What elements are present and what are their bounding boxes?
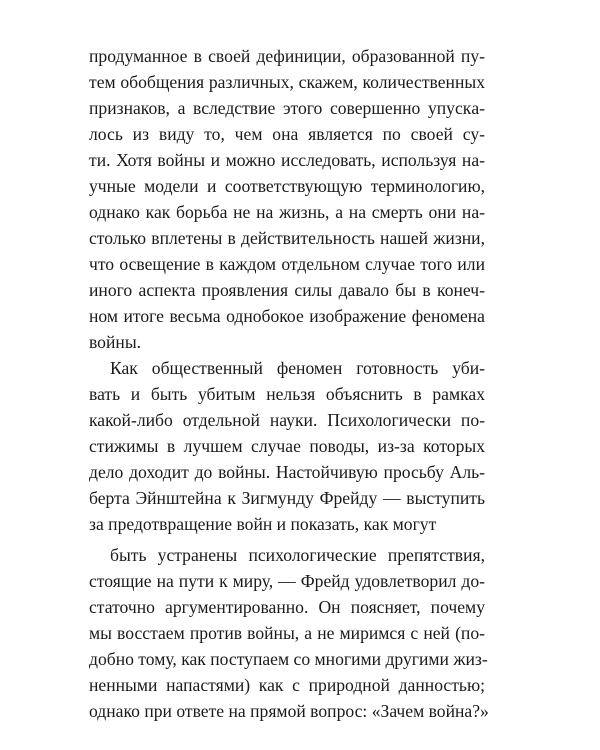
text-line: признаков, а вследствие этого совершенно упускa- [89, 98, 485, 118]
text-line: быть устранены психологические препятствия, [110, 545, 485, 565]
text-line: добно тому, как поступаем со многими другими жиз- [89, 649, 488, 669]
text-line: вать и быть убитым нельзя объяснить в рамках [89, 384, 485, 404]
text-line: однако при ответе на прямой вопрос: «Зачем война?» [89, 701, 489, 721]
text-line: статочно аргументированно. Он поясняет, почему [89, 597, 485, 617]
text-line: иного аспекта проявления силы давало бы в конеч- [89, 280, 485, 300]
text-line: учные модели и соответствующую терминологию, [89, 176, 485, 196]
text-line: продуманное в своей дефиниции, образованной пу- [89, 46, 485, 66]
text-line: лось из виду то, чем она является по своей су- [89, 124, 485, 144]
text-line: стижимы в лучшем случае поводы, из-за которых [89, 436, 485, 456]
text-line: берта Эйнштейна к Зигмунду Фрейду — выступить [89, 488, 485, 508]
text-line: ти. Хотя войны и можно исследовать, используя на- [89, 150, 485, 170]
text-line: тем обобщения различных, скажем, количественных [89, 72, 485, 92]
text-line: что освещение в каждом отдельном случае того или [89, 254, 485, 274]
text-line: ном итоге весьма однобокое изображение феномена [89, 306, 485, 326]
text-line: однако как борьба не на жизнь, а на смерть они на- [89, 202, 485, 222]
text-line: стоящие на пути к миру, — Фрейд удовлетворил до- [89, 571, 485, 591]
text-line: столько вплетены в действительность нашей жизни, [89, 228, 485, 248]
text-line: за предотвращение войн и показать, как могут [89, 514, 437, 534]
text-line: мы восстаем против войны, а не миримся с ней (по- [89, 623, 485, 643]
text-line: дело доходит до войны. Настойчивую просьбу Аль- [89, 462, 485, 482]
text-line: войны. [89, 332, 142, 352]
text-line: какой-либо отдельной науки. Психологически по- [89, 410, 485, 430]
text-line: Как общественный феномен готовность уби- [110, 358, 485, 378]
text-line: ненными напастями) как с природной данностью; [89, 675, 485, 695]
